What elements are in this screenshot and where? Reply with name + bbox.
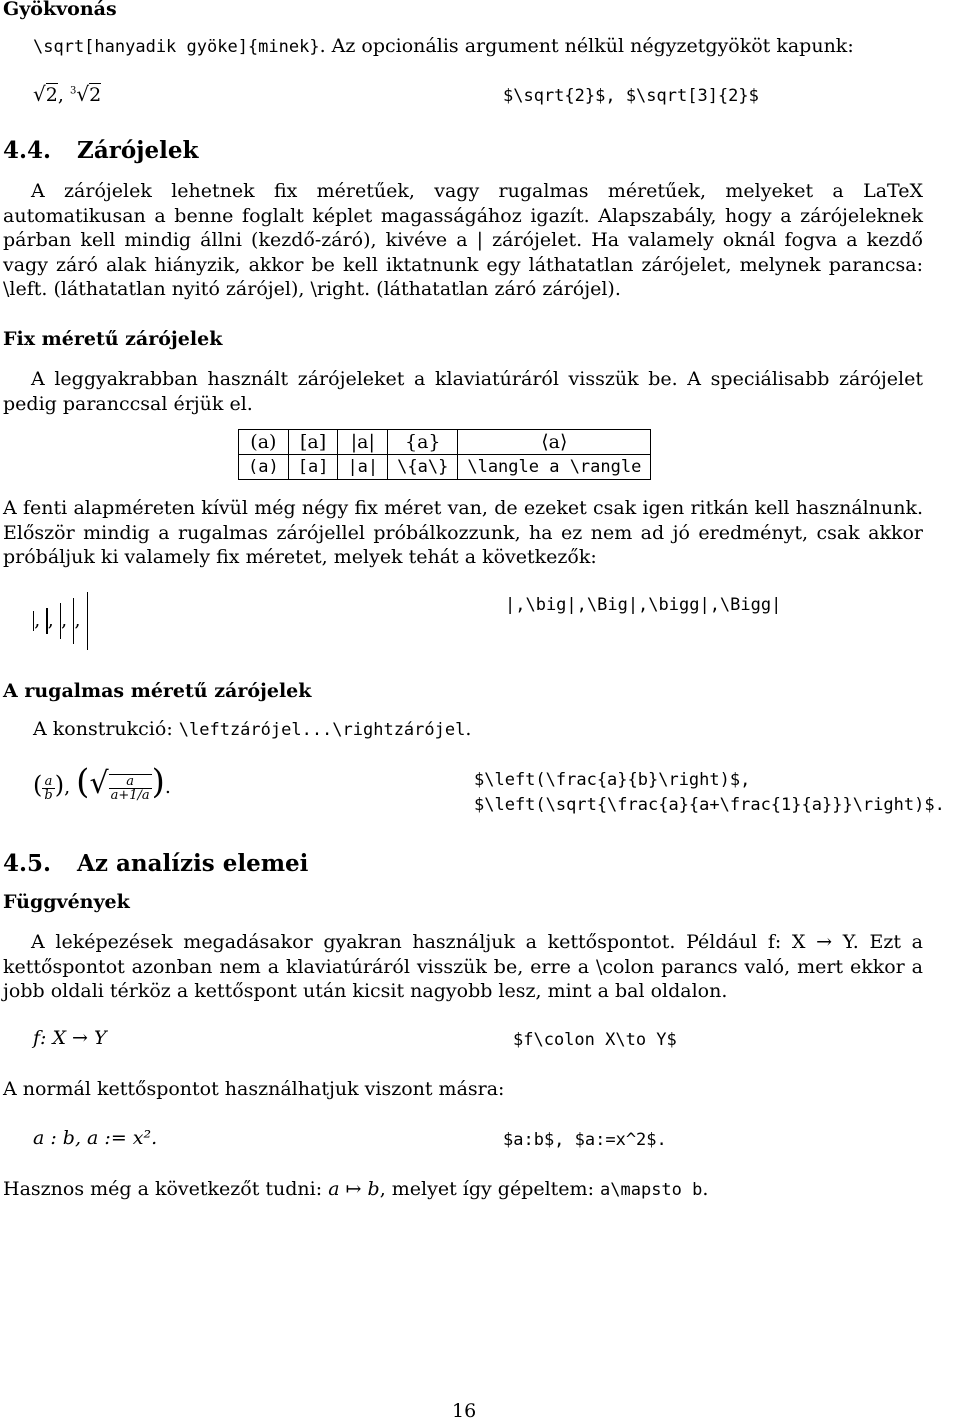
flex-code-1: $\left(\frac{a}{b}\right)$, — [474, 770, 751, 790]
colon-example: f: X → Y — [33, 1027, 107, 1049]
root-syntax-text: . Az opcionális argument nélkül négyzetgyököt kapunk: — [319, 35, 854, 57]
colon-code: $f\colon X\to Y$ — [513, 1030, 677, 1050]
table-cell: \{a\} — [388, 455, 458, 480]
section-title: Az analízis elemei — [77, 850, 309, 877]
brackets-intro-paragraph: A zárójelek lehetnek fix méretűek, vagy rugalmas méretűek, melyeket a LaTeX automatikusan a benne foglalt képlet magasságához igazít. Alapszabály, hogy a zárójeleknek párban kell mindig állni (kezdő-záró), kivéve a | zárójelet. Ha valamely oknál fogva a kezdő vagy záró alak hiányzik, akkor be kell iktatnunk egy láthatatlan zárójelet, melynek parancsa: \left. (láthatatlan nyitó zárójel), \right. (láthatatlan záró zárójel). — [3, 180, 923, 301]
normal-colon-example: a : b, a := x². — [33, 1127, 158, 1149]
table-cell: (a) — [239, 430, 289, 455]
root-heading: Gyökvonás — [3, 0, 117, 20]
table-cell: \langle a \rangle — [458, 455, 651, 480]
table-cell: |a| — [338, 455, 388, 480]
table-cell: (a) — [239, 455, 289, 480]
big-bars-render: , , , , — [33, 592, 88, 654]
normal-colon-code: $a:b$, $a:=x^2$. — [503, 1130, 667, 1150]
page-number: 16 — [452, 1400, 477, 1422]
table-row — [239, 455, 651, 480]
section-title: Zárójelek — [77, 137, 199, 164]
section-number: 4.4. — [3, 137, 52, 164]
flex-example-render: ( $\frac{a}{b}$ ), (√ $\frac{a}{a+1/a}$ ). — [33, 762, 171, 803]
root-example-code: $\sqrt{2}$, $\sqrt[3]{2}$ — [503, 86, 759, 106]
table-cell: {a} — [388, 430, 458, 455]
fix-sizes-paragraph: A fenti alapméreten kívül még négy fix méret van, de ezeket csak igen ritkán kell használnunk. Először mindig a rugalmas zárójellel próbálkozzunk, ha ez nem ad jó eredményt, csak akkor próbáljuk ki valamely fix méretet, melyek tehát a következők: — [3, 497, 923, 569]
root-syntax-code: \sqrt[hanyadik gyöke]{minek} — [33, 37, 320, 57]
mapsto-line: Hasznos még a következőt tudni: a ↦ b, melyet így gépeltem: a\mapsto b. — [3, 1178, 709, 1200]
functions-heading: Függvények — [3, 891, 130, 913]
functions-paragraph: A leképezések megadásakor gyakran használjuk a kettőspontot. Például f: X → Y. Ezt a kettőspontot azonban nem a klaviatúráról visszük be, erre a \colon parancs való, mert ekkor a jobb oldali térköz a kettőspont után kicsit nagyobb lesz, mint a bal oldalon. — [3, 931, 923, 1003]
table-row — [239, 430, 651, 455]
root-example-render: √2, $^3$√2 — [33, 82, 102, 106]
section-4-4-heading — [3, 137, 198, 164]
construct-code: \leftzárójel...\rightzárójel — [178, 720, 466, 740]
flexible-heading: A rugalmas méretű zárójelek — [3, 680, 312, 702]
flex-code-2: $\left(\sqrt{\frac{a}{a+\frac{1}{a}}}\right)$. — [474, 795, 945, 815]
construct-line: A konstrukció: \leftzárójel...\rightzárójel. — [33, 718, 472, 740]
fix-size-paragraph: A leggyakrabban használt zárójeleket a klaviatúráról visszük be. A speciálisabb zárójelet pedig paranccsal érjük el. — [3, 368, 923, 415]
table-cell: ⟨a⟩ — [458, 430, 651, 455]
table-cell: |a| — [338, 430, 388, 455]
root-syntax-line — [33, 35, 854, 57]
section-number: 4.5. — [3, 850, 52, 877]
big-code: |,\big|,\Big|,\bigg|,\Bigg| — [505, 595, 782, 615]
table-cell: [a] — [288, 430, 338, 455]
bracket-comparison-table — [238, 429, 651, 480]
table-cell: [a] — [288, 455, 338, 480]
section-4-5-heading — [3, 850, 308, 877]
fix-size-heading: Fix méretű zárójelek — [3, 328, 223, 350]
normal-colon-text: A normál kettőspontot használhatjuk viszont másra: — [3, 1078, 505, 1100]
